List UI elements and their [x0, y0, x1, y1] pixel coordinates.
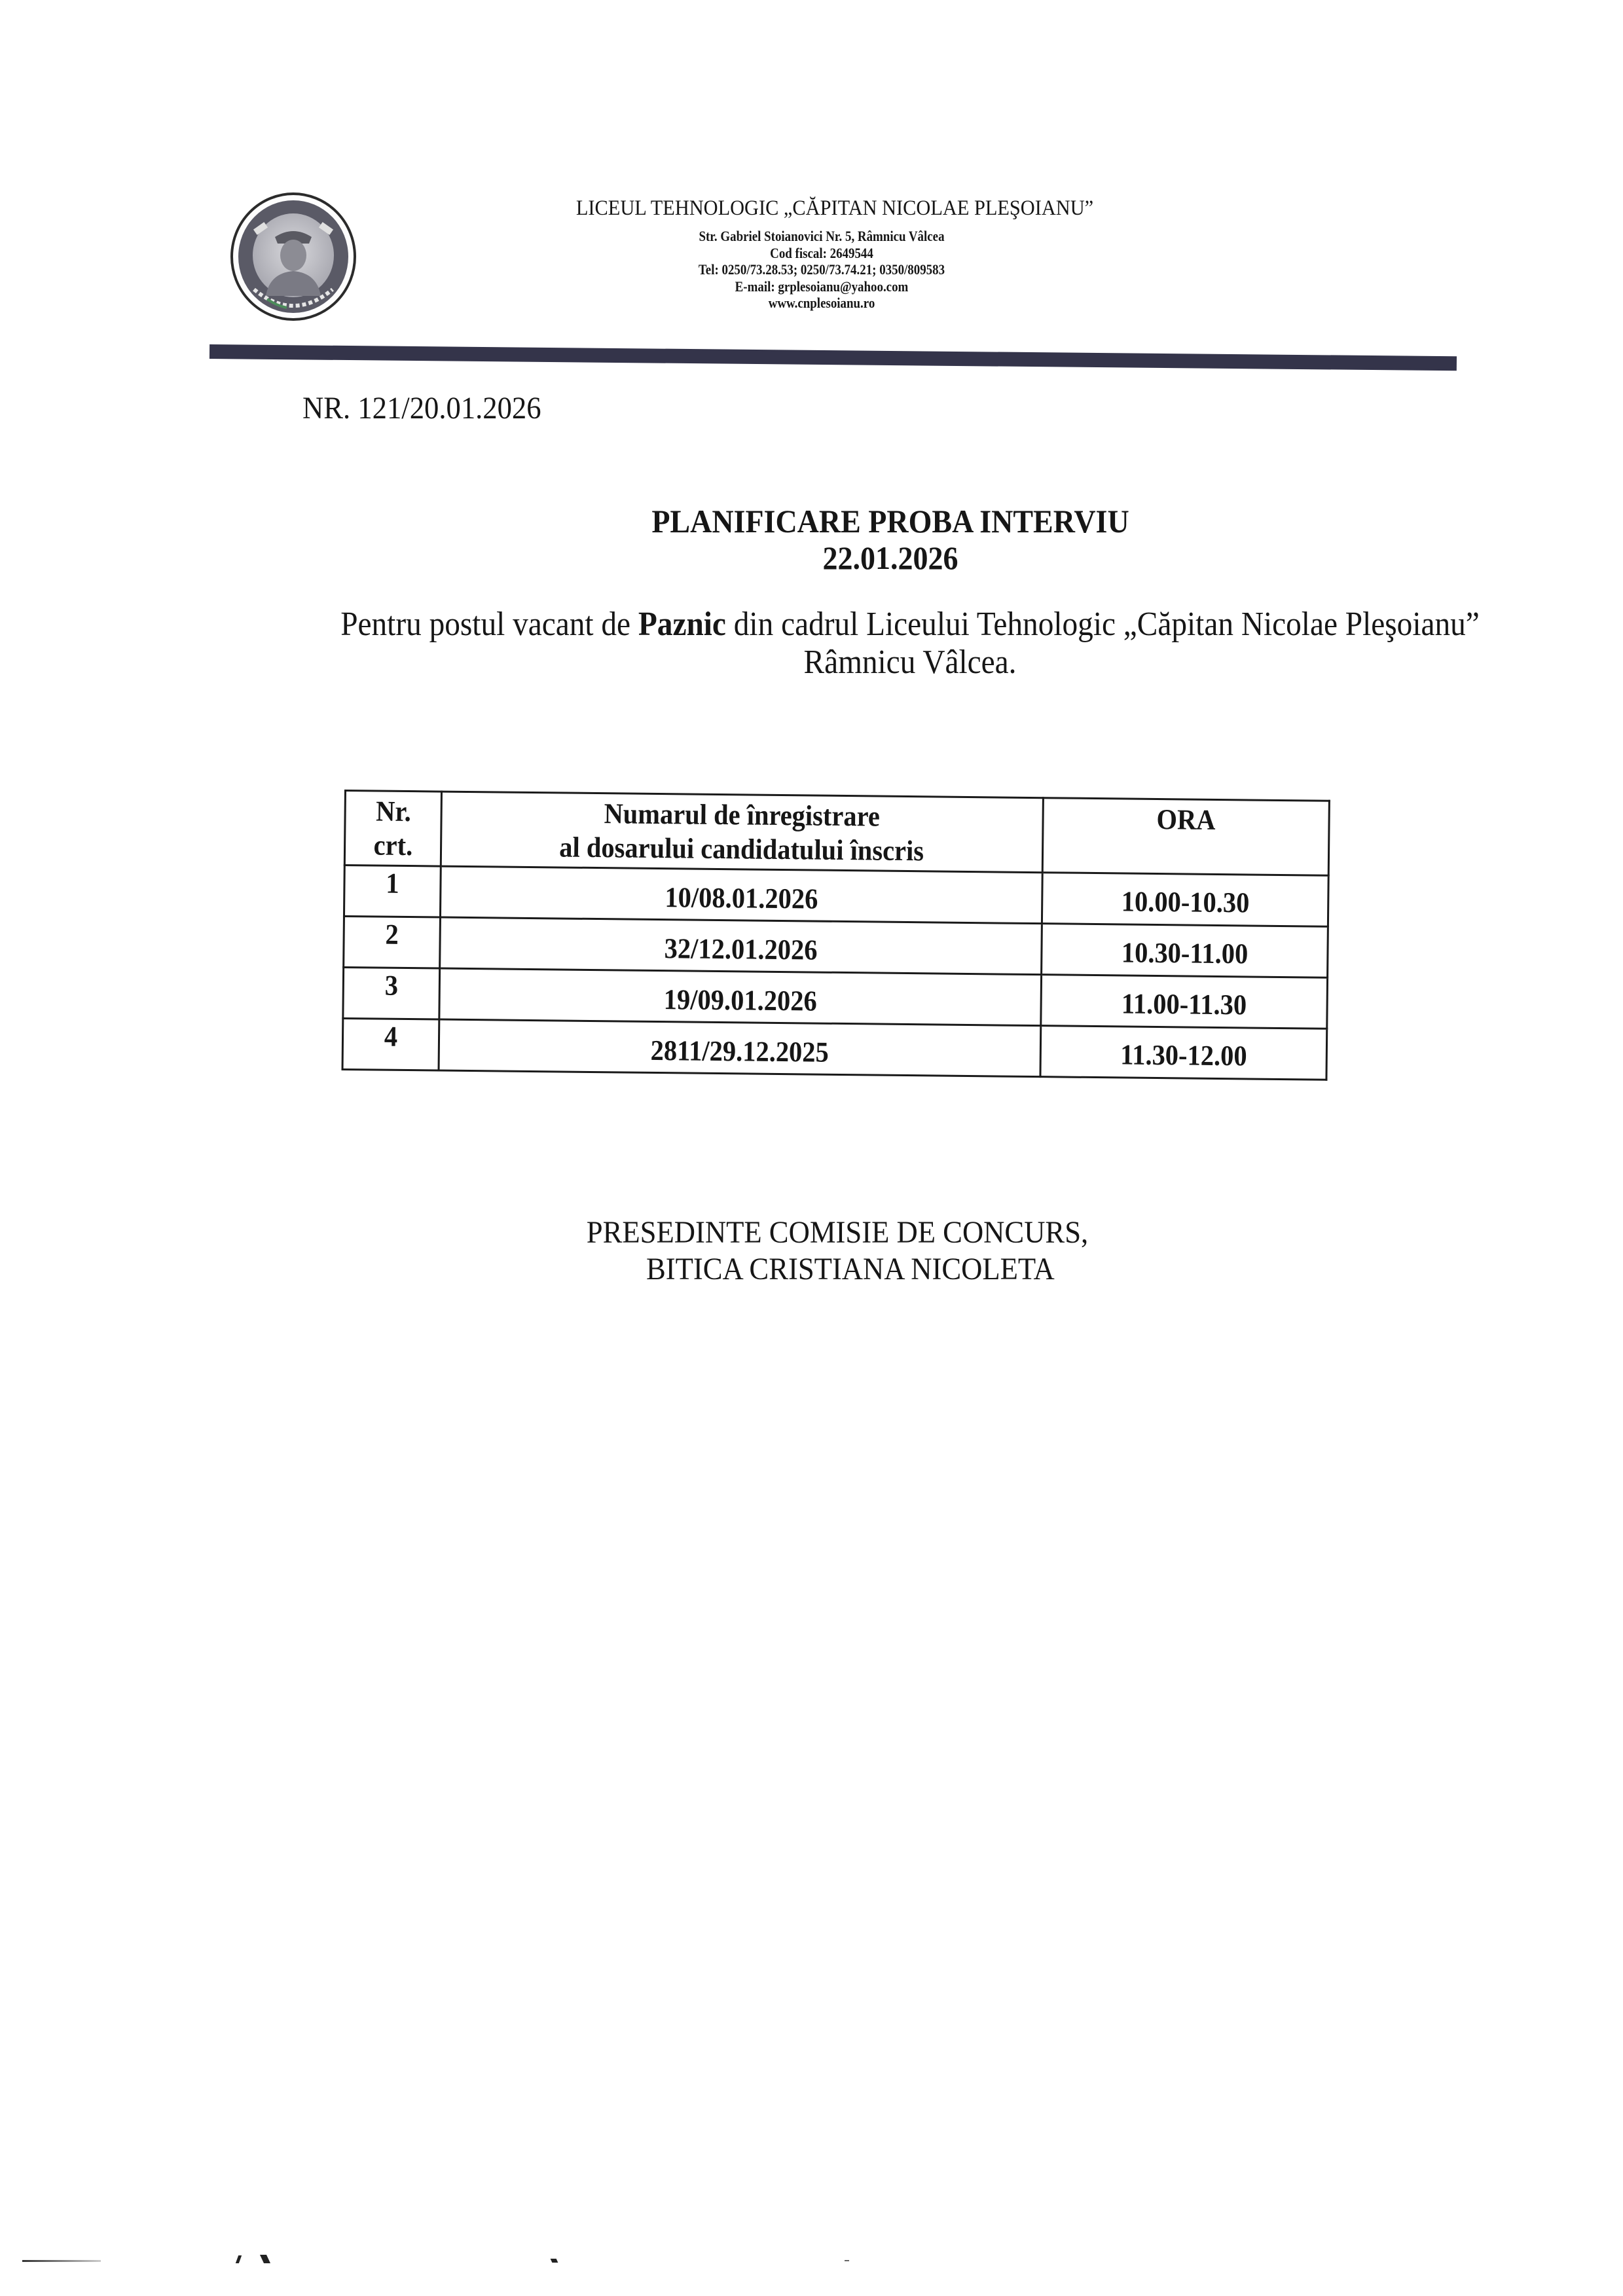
row-nr: 2 [385, 918, 399, 951]
school-emblem-icon [228, 191, 359, 322]
cell-nr [342, 1018, 439, 1070]
row-registration: 32/12.01.2026 [664, 932, 818, 966]
header-registration [441, 792, 1043, 873]
website: www.cnplesoianu.ro [768, 295, 875, 311]
school-logo [228, 191, 359, 322]
signature-block [576, 1214, 1152, 1288]
table-row [342, 1018, 1327, 1080]
table-header-row [344, 791, 1329, 876]
scan-artifact [260, 2255, 270, 2263]
row-time: 11.00-11.30 [1121, 987, 1247, 1021]
cell-time [1040, 1026, 1327, 1080]
cell-registration [440, 917, 1042, 975]
header-time-label: ORA [1156, 803, 1216, 836]
school-address: Str. Gabriel Stoianovici Nr. 5, Râmnicu Vâlcea [699, 228, 945, 244]
intro-line-1 [297, 606, 1524, 644]
header-nr-line2: crt. [373, 829, 413, 862]
document-title: PLANIFICARE PROBA INTERVIU [651, 503, 1129, 539]
position-name: Paznic [638, 606, 726, 643]
fiscal-code: Cod fiscal: 2649544 [770, 244, 873, 261]
cell-time [1042, 924, 1328, 978]
row-nr: 3 [384, 969, 399, 1002]
header-nr-crt [344, 791, 441, 867]
cell-nr [344, 917, 441, 969]
schedule-table [342, 790, 1330, 1081]
letterhead-contact [653, 228, 991, 312]
cell-nr [343, 968, 440, 1020]
row-time: 10.00-10.30 [1121, 884, 1250, 919]
cell-time [1041, 975, 1328, 1029]
scan-artifact [22, 2260, 101, 2262]
header-nr-line1: Nr. [375, 795, 411, 828]
row-registration: 2811/29.12.2025 [650, 1034, 830, 1068]
cell-registration [439, 1019, 1041, 1077]
cell-nr [344, 866, 441, 918]
intro-text-before: Pentru postul vacant de [340, 606, 638, 643]
committee-president-role: PRESEDINTE COMISIE DE CONCURS, [586, 1215, 1089, 1250]
row-nr: 4 [384, 1020, 398, 1053]
header-reg-line2: al dosarului candidatului înscris [559, 831, 924, 867]
cell-time [1042, 873, 1328, 927]
row-time: 10.30-11.00 [1121, 936, 1249, 970]
row-registration: 19/09.01.2026 [663, 983, 817, 1017]
intro-line-2: Râmnicu Vâlcea. [803, 644, 1017, 681]
committee-president-name: BITICA CRISTIANA NICOLETA [646, 1252, 1055, 1286]
row-nr: 1 [386, 867, 399, 900]
header-reg-line1: Numarul de înregistrare [604, 797, 881, 833]
phone-numbers: Tel: 0250/73.28.53; 0250/73.74.21; 0350/809583 [698, 261, 945, 278]
school-name: LICEUL TEHNOLOGIC „CĂPITAN NICOLAE PLEŞOIANU” [575, 196, 1094, 220]
cell-registration [439, 968, 1042, 1026]
intro-paragraph [297, 606, 1524, 682]
scan-artifact [236, 2255, 242, 2263]
scan-artifact [845, 2260, 849, 2261]
document-title-block [493, 503, 1288, 576]
interview-date: 22.01.2026 [822, 539, 958, 576]
email-address: E-mail: grplesoianu@yahoo.com [735, 278, 909, 295]
cell-registration [440, 866, 1042, 924]
interview-schedule-table [342, 790, 1330, 1081]
header-divider [210, 344, 1457, 371]
row-time: 11.30-12.00 [1120, 1038, 1247, 1072]
registration-number: NR. 121/20.01.2026 [302, 391, 541, 426]
intro-text-after: din cadrul Liceului Tehnologic „Căpitan Nicolae Pleşoianu” [725, 606, 1480, 643]
row-registration: 10/08.01.2026 [665, 881, 818, 915]
header-time [1042, 798, 1329, 876]
scan-artifact [551, 2259, 558, 2263]
